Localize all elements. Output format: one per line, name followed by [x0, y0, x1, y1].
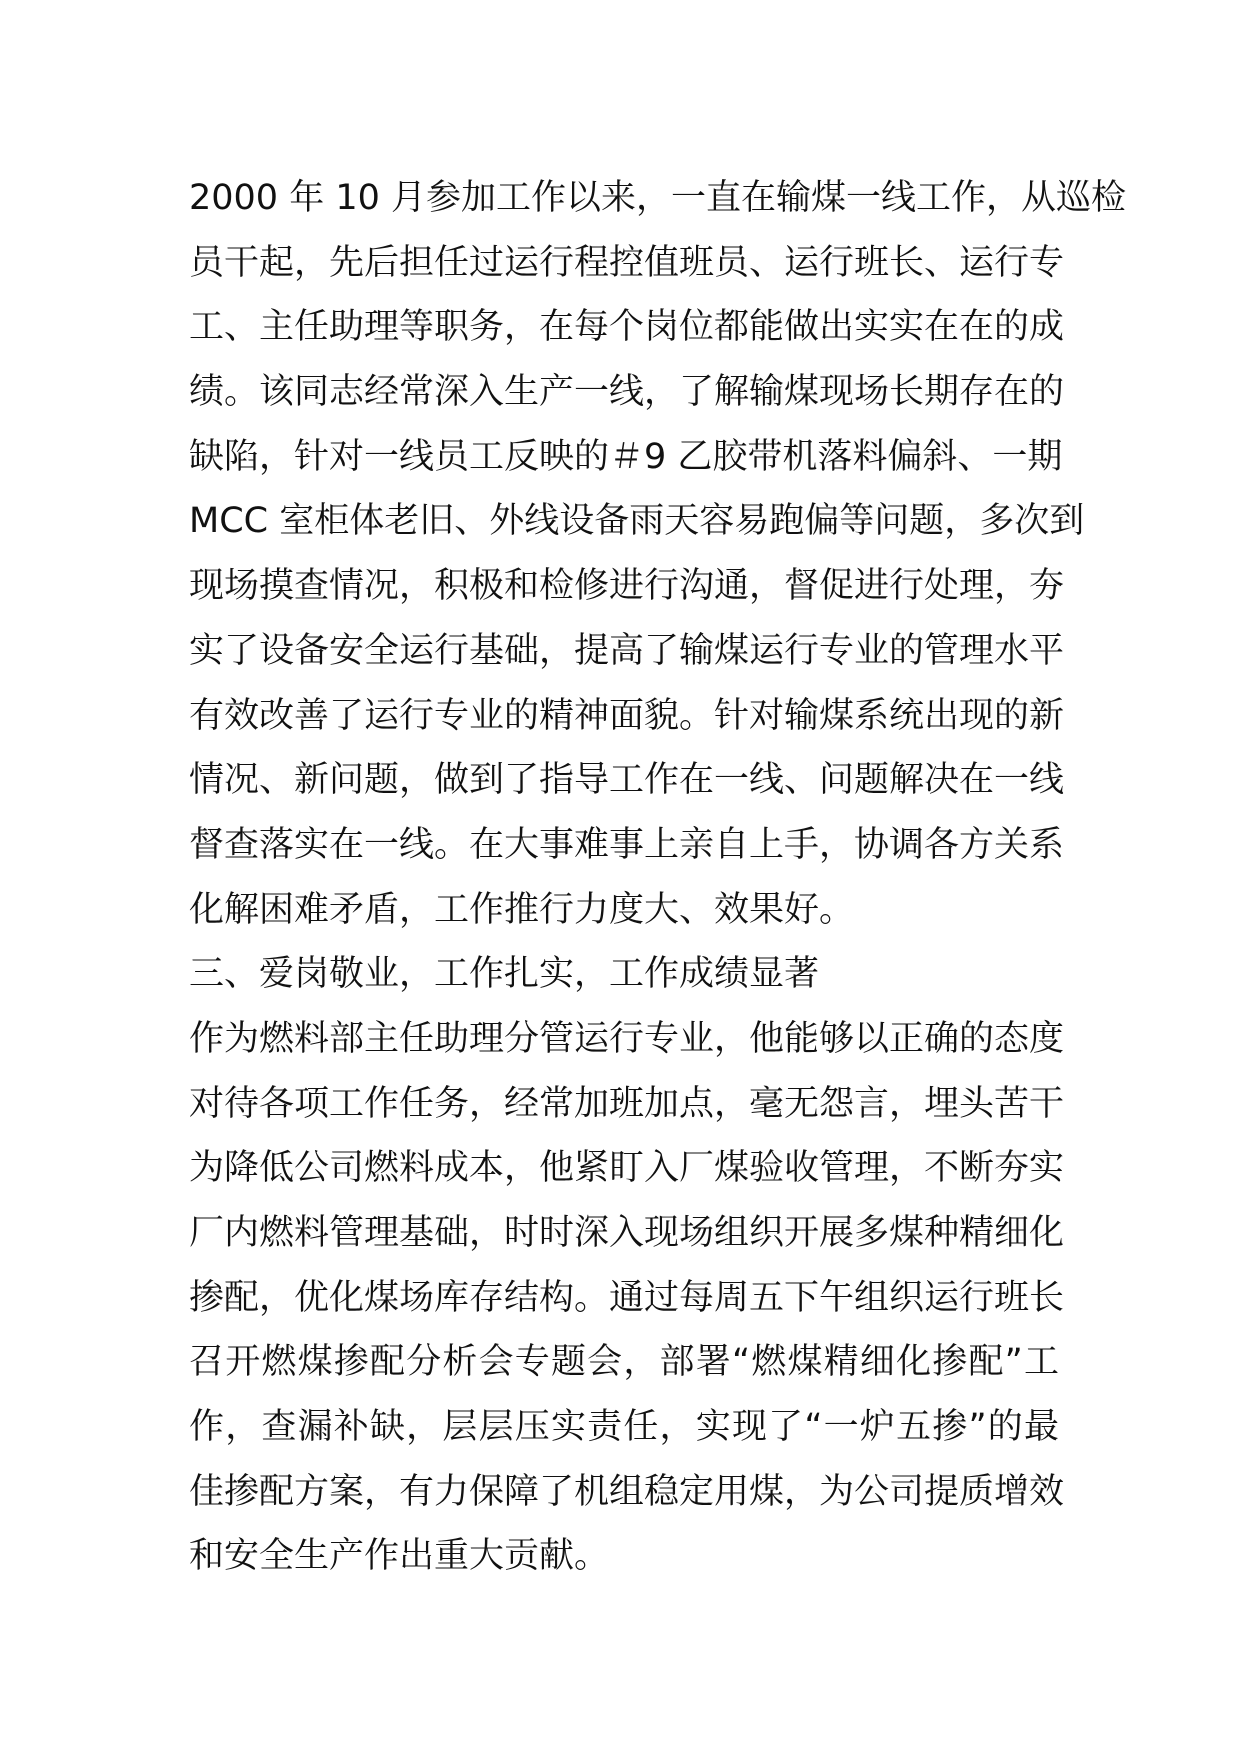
text-line: 工、主任助理等职务，在每个岗位都能做出实实在在的成 — [189, 307, 1065, 348]
text-line: MCC 室柜体老旧、外线设备雨天容易跑偏等问题，多次到 — [189, 501, 1085, 542]
text-line: 员干起，先后担任过运行程控值班员、运行班长、运行专 — [189, 242, 1065, 283]
text-line: 化解困难矛盾，工作推行力度大、效果好。 — [189, 889, 855, 930]
text-line: 作，查漏补缺，层层压实责任，实现了“一炉五掺”的最 — [189, 1407, 1059, 1448]
text-line: 作为燃料部主任助理分管运行专业，他能够以正确的态度 — [189, 1018, 1065, 1059]
section-heading: 三、爱岗敬业，工作扎实，工作成绩显著 — [189, 954, 820, 995]
text-line: 实了设备安全运行基础，提高了输煤运行专业的管理水平 — [189, 630, 1065, 671]
text-line: 召开燃煤掺配分析会专题会，部署“燃煤精细化掺配”工 — [189, 1342, 1059, 1383]
text-line: 有效改善了运行专业的精神面貌。针对输煤系统出现的新 — [189, 695, 1065, 736]
text-line: 绩。该同志经常深入生产一线，了解输煤现场长期存在的 — [189, 372, 1065, 413]
text-line: 2000 年 10 月参加工作以来，一直在输煤一线工作，从巡检 — [189, 178, 1126, 218]
text-line: 厂内燃料管理基础，时时深入现场组织开展多煤种精细化 — [189, 1213, 1065, 1253]
text-line: 掺配，优化煤场库存结构。通过每周五下午组织运行班长 — [189, 1277, 1065, 1318]
text-line: 督查落实在一线。在大事难事上亲自上手，协调各方关系 — [189, 824, 1065, 865]
text-line: 为降低公司燃料成本，他紧盯入厂煤验收管理，不断夯实 — [189, 1148, 1065, 1189]
body-text — [189, 166, 1126, 1589]
text-line: 和安全生产作出重大贡献。 — [189, 1536, 610, 1577]
text-line: 佳掺配方案，有力保障了机组稳定用煤，为公司提质增效 — [189, 1471, 1065, 1512]
text-line: 缺陷，针对一线员工反映的＃9 乙胶带机落料偏斜、一期 — [189, 436, 1063, 477]
text-line: 情况、新问题，做到了指导工作在一线、问题解决在一线 — [189, 760, 1065, 801]
text-line: 现场摸查情况，积极和检修进行沟通，督促进行处理，夯 — [189, 566, 1065, 607]
text-line: 对待各项工作任务，经常加班加点，毫无怨言，埋头苦干 — [189, 1083, 1065, 1124]
